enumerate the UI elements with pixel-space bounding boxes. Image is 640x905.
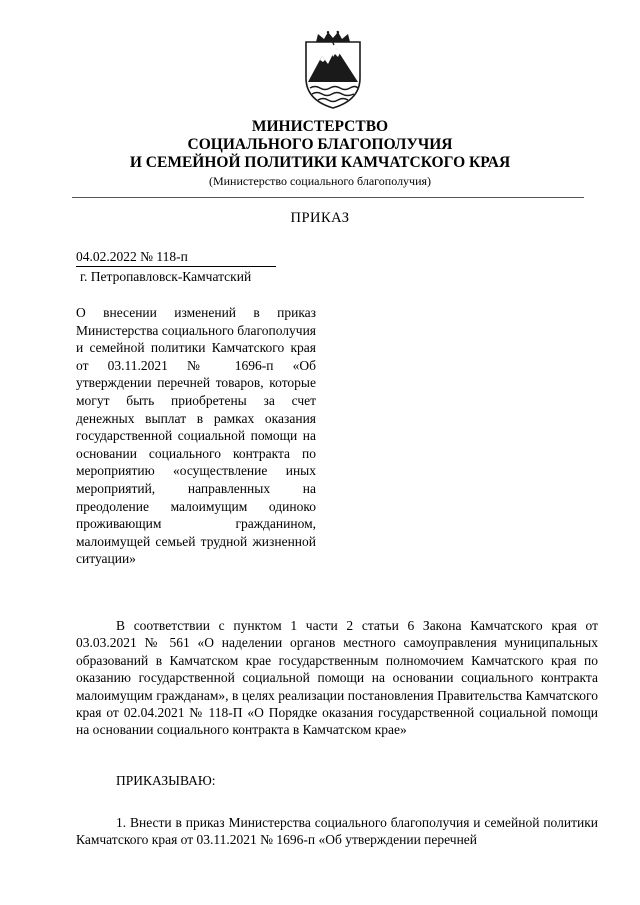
ministry-header: [0, 118, 640, 189]
body-paragraph-2: 1. Внести в приказ Министерства социального благополучия и семейной политики Камчатского края от 03.11.2021 № 1696-п «Об утверждении перечней: [76, 815, 598, 848]
ministry-short-name: (Министерство социального благополучия): [208, 174, 432, 188]
document-date-number: 04.02.2022 № 118-п: [76, 248, 276, 267]
order-word: ПРИКАЗЫВАЮ:: [116, 773, 216, 788]
ministry-title-line-2: СОЦИАЛЬНОГО БЛАГОПОЛУЧИЯ: [187, 136, 453, 153]
ministry-title-line-3: И СЕМЕЙНОЙ ПОЛИТИКИ КАМЧАТСКОГО КРАЯ: [129, 154, 511, 171]
kamchatka-coat-of-arms-emblem: [298, 30, 368, 110]
document-type: ПРИКАЗ: [290, 210, 350, 226]
ministry-title-line-1: МИНИСТЕРСТВО: [251, 118, 389, 135]
document-subject: О внесении изменений в приказ Министерства социального благополучия и семейной политики Камчатского края от 03.11.2021 № 1696-п «Об утверждении перечней товаров, которые могут быть приобретены за счет денежных выплат в рамках оказания государственной социальной помощи на основании социального контракта по мероприятию «осуществление иных мероприятий, направленных на преодоление малоимущим одиноко проживающим гражданином, малоимущей семьей трудной жизненной ситуации»: [76, 305, 316, 567]
header-divider: [72, 197, 584, 198]
body-paragraph-1: В соответствии с пунктом 1 части 2 статьи 6 Закона Камчатского края от 03.03.2021 № 561 «О наделении органов местного самоуправления муниципальных образований в Камчатском крае государственным полномочием Камчатского края по оказанию государственной социальной помощи на основании социального контракта малоимущим гражданам», в целях реализации постановления Правительства Камчатского края от 02.04.2021 № 118-П «О Порядке оказания государственной социальной помощи на основании социального контракта в Камчатском крае»: [76, 618, 598, 738]
document-city: г. Петропавловск-Камчатский: [80, 269, 252, 284]
